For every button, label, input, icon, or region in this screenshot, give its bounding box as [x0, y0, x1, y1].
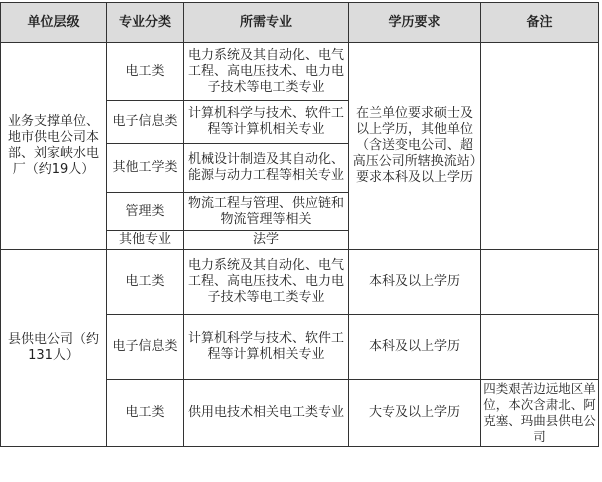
required-majors-cell: 计算机科学与技术、软件工程等计算机相关专业: [184, 315, 349, 380]
header-education-requirement: 学历要求: [349, 3, 481, 43]
required-majors-cell: 供用电技术相关电工类专业: [184, 380, 349, 447]
recruitment-requirements-table: [0, 2, 599, 447]
remarks-cell: [481, 250, 599, 315]
education-requirement-cell: 本科及以上学历: [349, 250, 481, 315]
unit-level-cell: 县供电公司（约131人）: [1, 250, 107, 447]
education-requirement-cell: 本科及以上学历: [349, 315, 481, 380]
required-majors-cell: 法学: [184, 231, 349, 250]
major-category-cell: 管理类: [107, 193, 184, 231]
major-category-cell: 电工类: [107, 43, 184, 101]
table-header-row: [1, 3, 599, 43]
education-requirement-cell: 大专及以上学历: [349, 380, 481, 447]
unit-level-cell: 业务支撑单位、地市供电公司本部、刘家峡水电厂（约19人）: [1, 43, 107, 250]
major-category-cell: 电工类: [107, 250, 184, 315]
major-category-cell: 电工类: [107, 380, 184, 447]
table-row: [1, 250, 599, 315]
required-majors-cell: 电力系统及其自动化、电气工程、高电压技术、电力电子技术等电工类专业: [184, 250, 349, 315]
table-row: [1, 43, 599, 101]
major-category-cell: 其他工学类: [107, 144, 184, 193]
remarks-cell: [481, 43, 599, 250]
education-requirement-cell: 在兰单位要求硕士及以上学历，其他单位（含送变电公司、超高压公司所辖换流站）要求本科及以上学历: [349, 43, 481, 250]
major-category-cell: 电子信息类: [107, 101, 184, 144]
major-category-cell: 其他专业: [107, 231, 184, 250]
required-majors-cell: 物流工程与管理、供应链和物流管理等相关: [184, 193, 349, 231]
required-majors-cell: 机械设计制造及其自动化、能源与动力工程等相关专业: [184, 144, 349, 193]
header-major-category: 专业分类: [107, 3, 184, 43]
header-remarks: 备注: [481, 3, 599, 43]
header-unit-level: 单位层级: [1, 3, 107, 43]
remarks-cell: [481, 315, 599, 380]
major-category-cell: 电子信息类: [107, 315, 184, 380]
required-majors-cell: 电力系统及其自动化、电气工程、高电压技术、电力电子技术等电工类专业: [184, 43, 349, 101]
remarks-cell: 四类艰苦边远地区单位，本次含肃北、阿克塞、玛曲县供电公司: [481, 380, 599, 447]
required-majors-cell: 计算机科学与技术、软件工程等计算机相关专业: [184, 101, 349, 144]
header-required-majors: 所需专业: [184, 3, 349, 43]
